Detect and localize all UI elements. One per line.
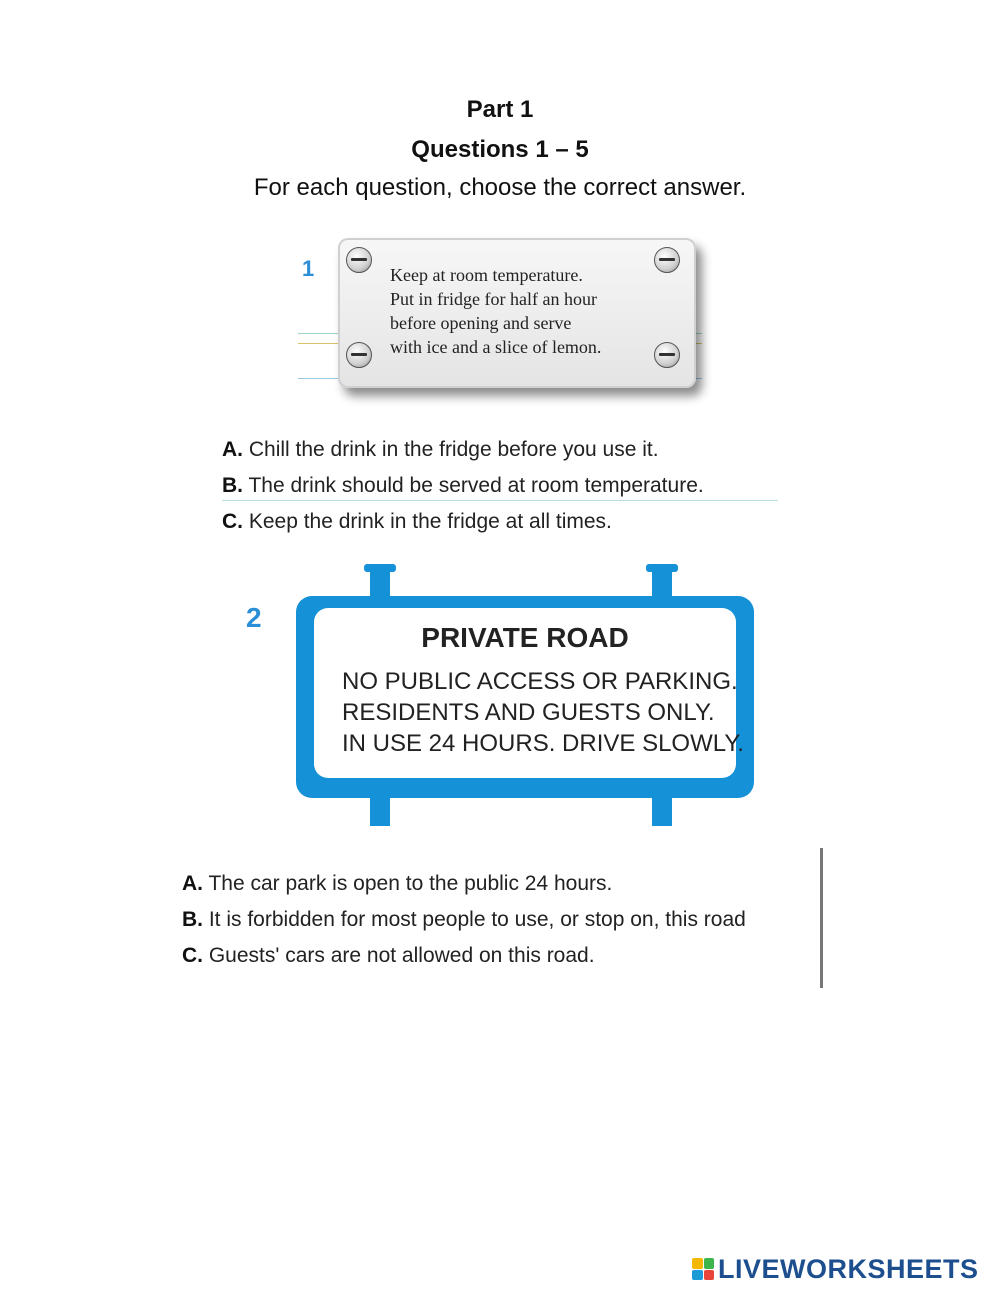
question-1-option-a[interactable] — [222, 438, 659, 462]
image-edge-line — [820, 848, 823, 988]
notice-1-line: with ice and a slice of lemon. — [390, 337, 602, 357]
questions-heading: Questions 1 – 5 — [411, 136, 589, 163]
option-letter: B. — [182, 908, 203, 931]
option-text: Guests' cars are not allowed on this road. — [208, 944, 595, 967]
option-letter: A. — [222, 438, 243, 461]
question-2-option-b[interactable] — [182, 908, 820, 932]
option-letter: C. — [222, 510, 243, 533]
option-letter: B. — [222, 474, 243, 497]
question-2-option-c[interactable] — [182, 944, 595, 968]
screw-icon — [346, 247, 372, 273]
option-text: It is forbidden for most people to use, or stop on, this road — [208, 908, 746, 931]
sign-line: NO PUBLIC ACCESS OR PARKING. — [342, 668, 738, 695]
divider-line — [222, 500, 778, 501]
notice-1-line: Put in fridge for half an hour — [390, 289, 597, 309]
option-text: The car park is open to the public 24 hours. — [208, 872, 613, 895]
liveworksheets-logo[interactable] — [692, 1254, 979, 1284]
sign-post-cap — [364, 564, 396, 572]
notice-1-line: before opening and serve — [390, 313, 572, 333]
sign-post — [652, 796, 672, 826]
instruction-text: For each question, choose the correct answer. — [253, 174, 747, 201]
option-letter: C. — [182, 944, 203, 967]
notice-1-line: Keep at room temperature. — [390, 265, 583, 285]
question-2-number: 2 — [246, 602, 262, 633]
screw-icon — [346, 342, 372, 368]
option-text: The drink should be served at room temperature. — [248, 474, 704, 497]
logo-text: LIVEWORKSHEETS — [718, 1253, 979, 1284]
option-text: Chill the drink in the fridge before you use it. — [248, 438, 659, 461]
liveworksheets-logo-icon — [692, 1258, 714, 1280]
question-2-option-a[interactable] — [182, 872, 612, 896]
sign-line: RESIDENTS AND GUESTS ONLY. — [342, 699, 715, 726]
sign-title: PRIVATE ROAD — [421, 622, 629, 653]
question-1-option-b[interactable] — [222, 474, 704, 498]
sign-line: IN USE 24 HOURS. DRIVE SLOWLY. — [342, 730, 744, 757]
question-1-option-c[interactable] — [222, 510, 612, 534]
sign-post — [370, 796, 390, 826]
sign-text — [342, 666, 744, 759]
sign-post-cap — [646, 564, 678, 572]
option-letter: A. — [182, 872, 203, 895]
part-heading: Part 1 — [466, 96, 534, 123]
notice-1-text — [390, 263, 680, 359]
question-1-number: 1 — [302, 256, 315, 281]
option-text: Keep the drink in the fridge at all times. — [248, 510, 612, 533]
